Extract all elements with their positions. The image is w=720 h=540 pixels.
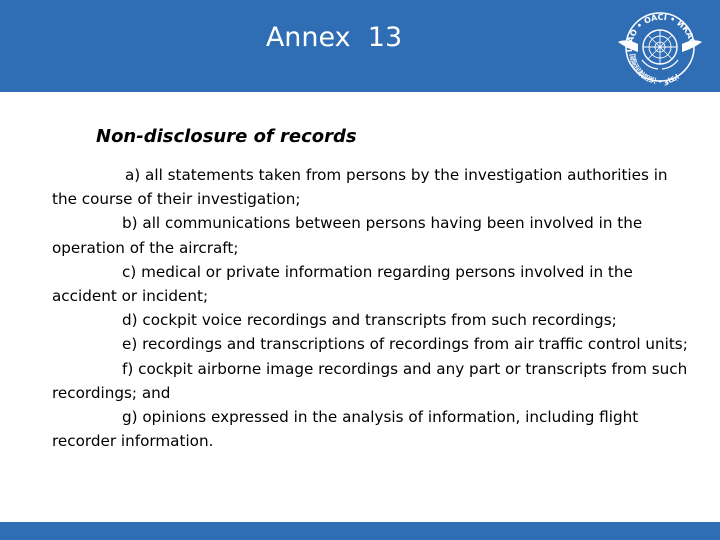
list-item: f) cockpit airborne image recordings and any part or transcripts from such recordings; and (52, 359, 688, 402)
list-item: e) recordings and transcriptions of recordings from air traffic control units; (122, 335, 688, 354)
slide-title: Annex 13 (265, 22, 403, 53)
header-bar (0, 0, 720, 92)
list-item: g) opinions expressed in the analysis of information, including flight recorder information. (52, 408, 639, 451)
emblem-bottom-text: 国际民航组织 • ايكاو (627, 53, 681, 87)
records-list (52, 163, 692, 453)
list-item: c) medical or private information regarding persons involved in the accident or incident; (52, 262, 633, 306)
list-item: b) all communications between persons having been involved in the operation of the aircraft; (52, 214, 643, 257)
list-item: d) cockpit voice recordings and transcripts from such recordings; (122, 311, 617, 330)
list-item: a) all statements taken from persons by the investigation authorities in the course of their investigation; (52, 166, 668, 209)
footer-bar (0, 522, 720, 540)
icao-emblem-icon (612, 2, 708, 90)
section-heading: Non-disclosure of records (96, 126, 357, 147)
emblem-top-text: ICAO • OACI • ИКАО (624, 12, 697, 53)
